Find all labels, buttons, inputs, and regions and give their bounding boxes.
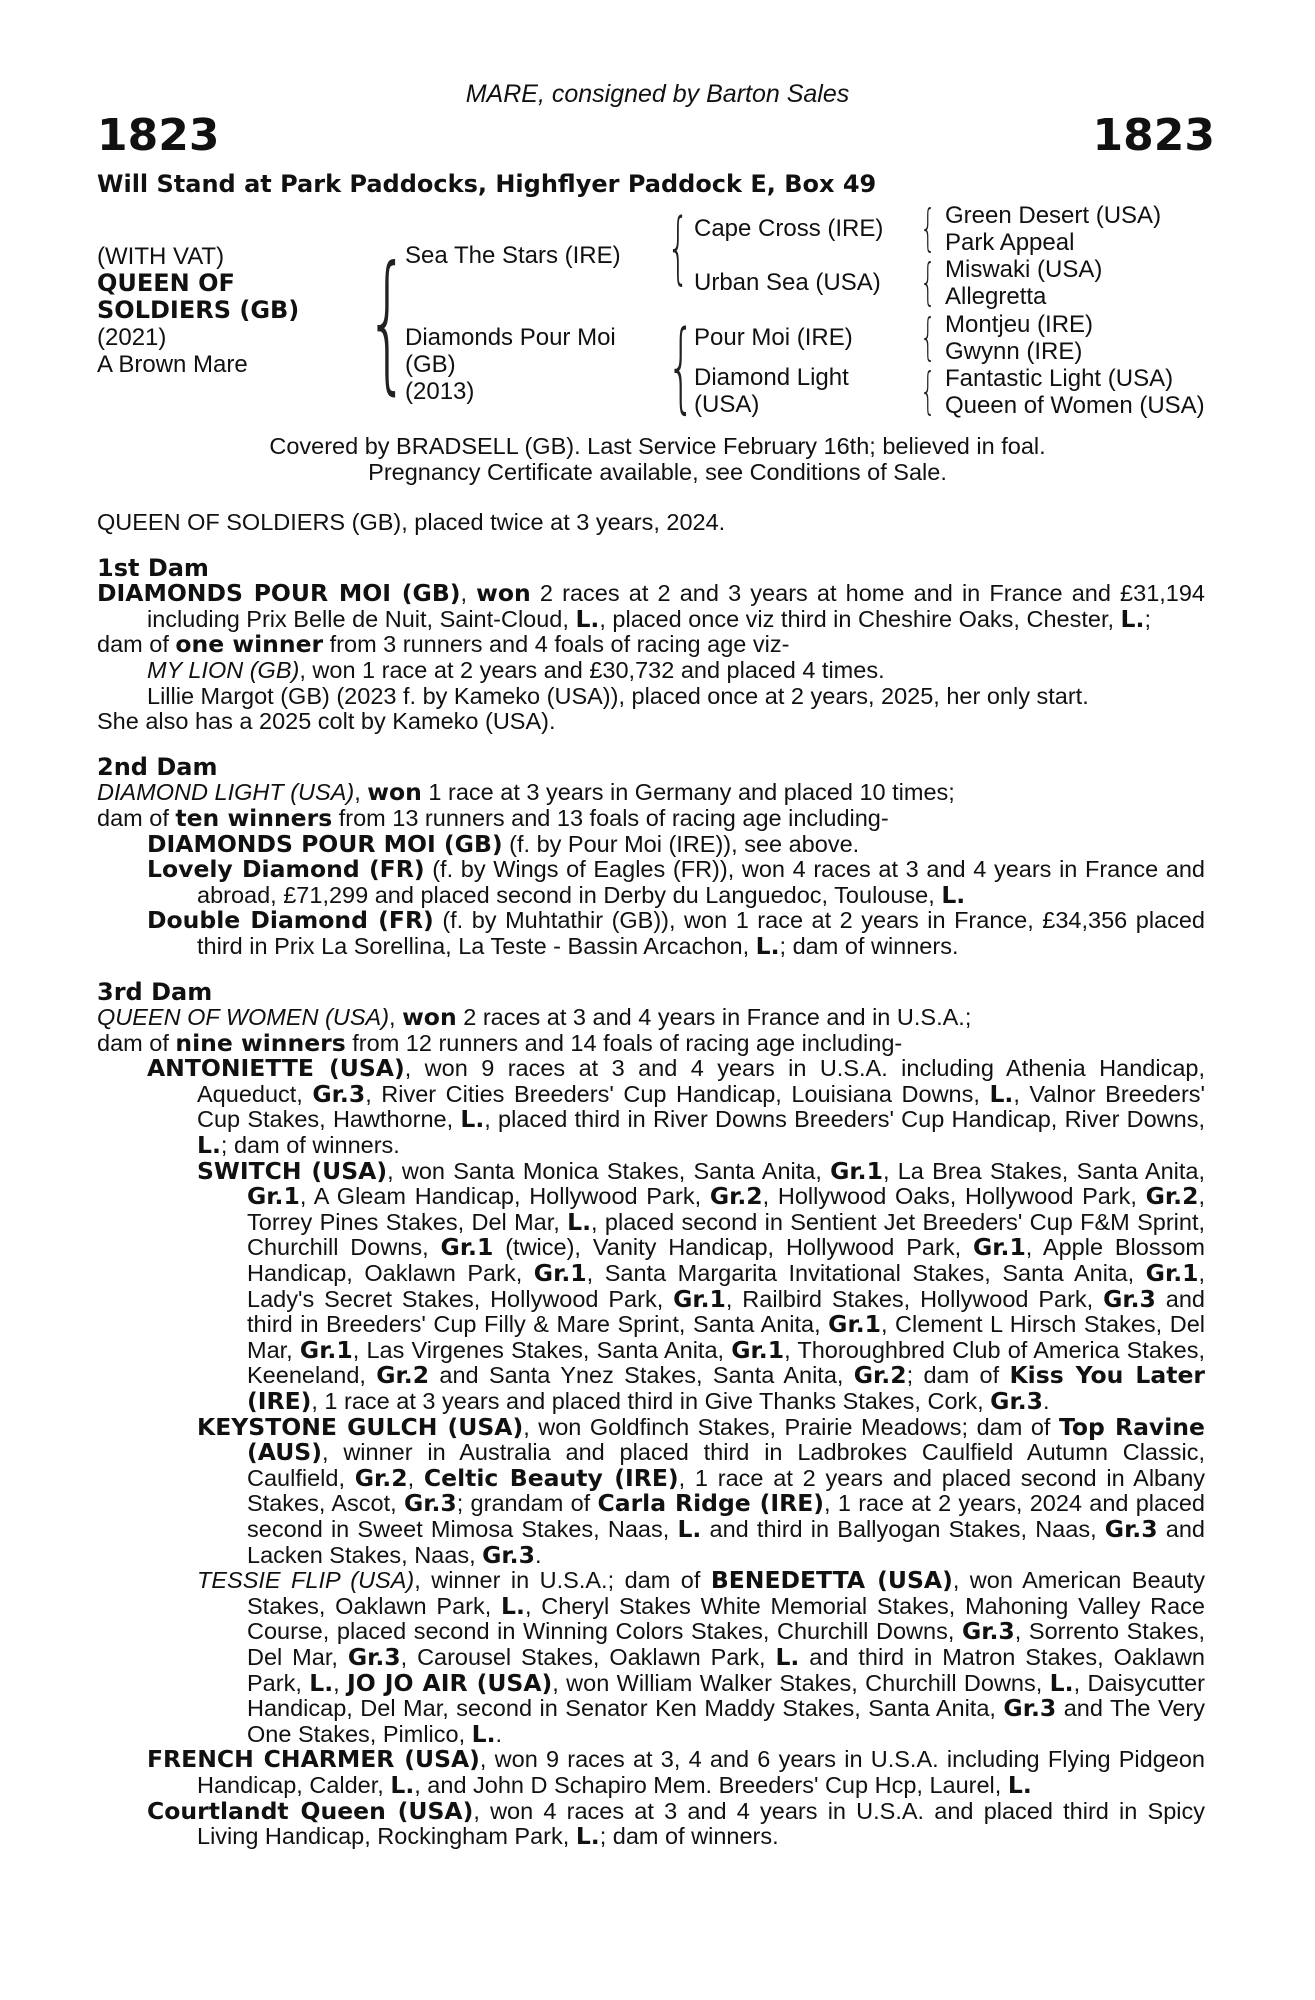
second-dam-offspring-1: DIAMONDS POUR MOI (GB) (f. by Pour Moi (IRE)), see above. — [147, 829, 860, 858]
second-dam-offspring-3: Double Diamond (FR) (f. by Muhtathir (GB)), won 1 race at 2 years in France, £34,356 placed third in Prix La Sorellina, La Teste - Bassin Arcachon, L.; dam of winners. — [147, 906, 1205, 960]
foaling-year: (2021) — [97, 324, 167, 351]
vat-note: (WITH VAT) — [97, 243, 225, 270]
french-charmer-entry: FRENCH CHARMER (USA), won 9 races at 3, 4 and 6 years in U.S.A. including Flying Pidgeon Handicap, Calder, L., and John D Schapiro Mem. Breeders' Cup Hcp, Laurel, L. — [147, 1745, 1205, 1799]
horse-name-line1: QUEEN OF — [97, 269, 235, 297]
consignor-line: MARE, consigned by Barton Sales — [465, 80, 850, 108]
second-dam-produce: dam of ten winners from 13 runners and 13 foals of racing age including- — [97, 803, 889, 832]
first-dam-offspring-2: Lillie Margot (GB) (2023 f. by Kameko (USA)), placed once at 2 years, 2025, her only start. — [147, 682, 1089, 709]
sss: Green Desert (USA) — [945, 202, 1162, 229]
brace-gen3-2: { — [920, 253, 936, 311]
dam-line3: (2013) — [405, 378, 475, 405]
lot-number-right: 1823 — [1092, 110, 1215, 161]
stand-location: Will Stand at Park Paddocks, Highflyer Paddock E, Box 49 — [97, 170, 877, 198]
brace-gen3-4: { — [920, 362, 936, 420]
horse-name-line2: SOLDIERS (GB) — [97, 296, 300, 324]
brace-gen2-dam: { — [667, 310, 696, 424]
brace-gen2-sire: { — [667, 203, 690, 293]
covering-line1: Covered by BRADSELL (GB). Last Service February 16th; believed in foal. — [269, 433, 1046, 459]
dam-line2: (GB) — [405, 351, 456, 378]
ssd: Park Appeal — [945, 229, 1075, 256]
dsd: Gwynn (IRE) — [945, 338, 1083, 365]
covering-line2: Pregnancy Certificate available, see Conditions of Sale. — [368, 458, 947, 485]
sire-sire: Cape Cross (IRE) — [694, 215, 884, 242]
switch-entry: SWITCH (USA), won Santa Monica Stakes, Santa Anita, Gr.1, La Brea Stakes, Santa Anita, Gr.1, A Gleam Handicap, Hollywood Park, Gr.2, Hollywood Oaks, Hollywood Park, Gr.2, Torrey Pines Stakes, Del Mar, L., placed second in Sentient Jet Breeders' Cup F&M Sprint, Churchill Downs, Gr.1 (twice), Vanity Handicap, Hollywood Park, Gr.1, Apple Blossom Handicap, Oaklawn Park, Gr.1, Santa Margarita Invitational Stakes, Santa Anita, Gr.1, Lady's Secret Stakes, Hollywood Park, Gr.1, Railbird Stakes, Hollywood Park, Gr.3 and third in Breeders' Cup Filly & Mare Sprint, Santa Anita, Gr.1, Clement L Hirsch Stakes, Del Mar, Gr.1, Las Virgenes Stakes, Santa Anita, Gr.1, Thoroughbred Club of America Stakes, Keeneland, Gr.2 and Santa Ynez Stakes, Santa Anita, Gr.2; dam of Kiss You Later (IRE), 1 race at 3 years and placed third in Give Thanks Stakes, Cork, Gr.3. — [197, 1156, 1206, 1415]
second-dam-heading: 2nd Dam — [97, 752, 218, 781]
covering-note — [0, 434, 1315, 485]
ddd: Queen of Women (USA) — [945, 392, 1205, 419]
keystone-gulch-entry: KEYSTONE GULCH (USA), won Goldfinch Stakes, Prairie Meadows; dam of Top Ravine (AUS), winner in Australia and placed third in Ladbrokes Caulfield Autumn Classic, Caulfield, Gr.2, Celtic Beauty (IRE), 1 race at 2 years and placed second in Albany Stakes, Ascot, Gr.3; grandam of Carla Ridge (IRE), 1 race at 2 years, 2024 and placed second in Sweet Mimosa Stakes, Naas, L. and third in Ballyogan Stakes, Naas, Gr.3 and Lacken Stakes, Naas, Gr.3. — [197, 1412, 1206, 1569]
antoniette-entry: ANTONIETTE (USA), won 9 races at 3 and 4 years in U.S.A. including Athenia Handicap, Aqueduct, Gr.3, River Cities Breeders' Cup Handicap, Louisiana Downs, L., Valnor Breeders' Cup Stakes, Hawthorne, L., placed third in River Downs Breeders' Cup Handicap, River Downs, L.; dam of winners. — [147, 1054, 1206, 1160]
dds: Fantastic Light (USA) — [945, 365, 1174, 392]
sire-dam: Urban Sea (USA) — [694, 269, 881, 296]
brace-gen3-3: { — [920, 308, 936, 366]
dam-dam-line1: Diamond Light — [694, 364, 849, 391]
sdd: Allegretta — [945, 283, 1047, 310]
dam-dam-line2: (USA) — [694, 391, 760, 418]
third-dam-produce: dam of nine winners from 12 runners and 14 foals of racing age including- — [97, 1028, 903, 1057]
dss: Montjeu (IRE) — [945, 311, 1094, 338]
second-dam-name: DIAMOND LIGHT (USA) — [97, 779, 355, 806]
summary: QUEEN OF SOLDIERS (GB), placed twice at 3 years, 2024. — [97, 509, 726, 535]
first-dam-record: DIAMONDS POUR MOI (GB), won 2 races at 2 and 3 years at home and in France and £31,194 including Prix Belle de Nuit, Saint-Cloud, L., placed once viz third in Cheshire Oaks, Chester, L.; — [97, 579, 1205, 633]
first-dam-also: She also has a 2025 colt by Kameko (USA). — [97, 708, 556, 735]
third-dam-name: QUEEN OF WOMEN (USA) — [97, 1004, 390, 1031]
brace-gen3-1: { — [920, 199, 936, 257]
tessie-flip-entry: TESSIE FLIP (USA), winner in U.S.A.; dam of BENEDETTA (USA), won American Beauty Stakes, Oaklawn Park, L., Cheryl Stakes White Memorial Stakes, Mahoning Valley Race Course, placed second in Winning Colors Stakes, Churchill Downs, Gr.3, Sorrento Stakes, Del Mar, Gr.3, Carousel Stakes, Oaklawn Park, L. and third in Matron Stakes, Oaklawn Park, L., JO JO AIR (USA), won William Walker Stakes, Churchill Downs, L., Daisycutter Handicap, Del Mar, second in Senator Ken Maddy Stakes, Santa Anita, Gr.3 and The Very One Stakes, Pimlico, L.. — [197, 1566, 1206, 1748]
catalogue-body — [97, 510, 1205, 1850]
first-dam-name: DIAMONDS POUR MOI (GB) — [97, 579, 461, 608]
lot-number-left: 1823 — [97, 110, 220, 161]
second-dam-offspring-2: Lovely Diamond (FR) (f. by Wings of Eagles (FR)), won 4 races at 3 and 4 years in France and abroad, £71,299 and placed second in Derby du Languedoc, Toulouse, L. — [147, 855, 1205, 909]
third-dam-heading: 3rd Dam — [97, 977, 213, 1006]
sire: Sea The Stars (IRE) — [405, 242, 621, 269]
pedigree-table — [0, 0, 1315, 440]
courtlandt-queen-entry: Courtlandt Queen (USA), won 4 races at 3 and 4 years in U.S.A. and placed third in Spicy Living Handicap, Rockingham Park, L.; dam of winners. — [147, 1796, 1205, 1851]
first-dam-produce: dam of one winner from 3 runners and 4 foals of racing age viz- — [97, 630, 790, 659]
dam-sire: Pour Moi (IRE) — [694, 324, 853, 351]
dam-line1: Diamonds Pour Moi — [405, 324, 616, 351]
first-dam-heading: 1st Dam — [97, 553, 209, 582]
first-dam-offspring-1: MY LION (GB), won 1 race at 2 years and £30,732 and placed 4 times. — [147, 656, 885, 683]
sds: Miswaki (USA) — [945, 256, 1103, 283]
brace-gen1: { — [366, 235, 409, 409]
horse-description: A Brown Mare — [97, 351, 248, 378]
second-dam-record: DIAMOND LIGHT (USA), won 1 race at 3 years in Germany and placed 10 times; — [97, 778, 955, 807]
third-dam-record: QUEEN OF WOMEN (USA), won 2 races at 3 and 4 years in France and in U.S.A.; — [97, 1003, 972, 1032]
